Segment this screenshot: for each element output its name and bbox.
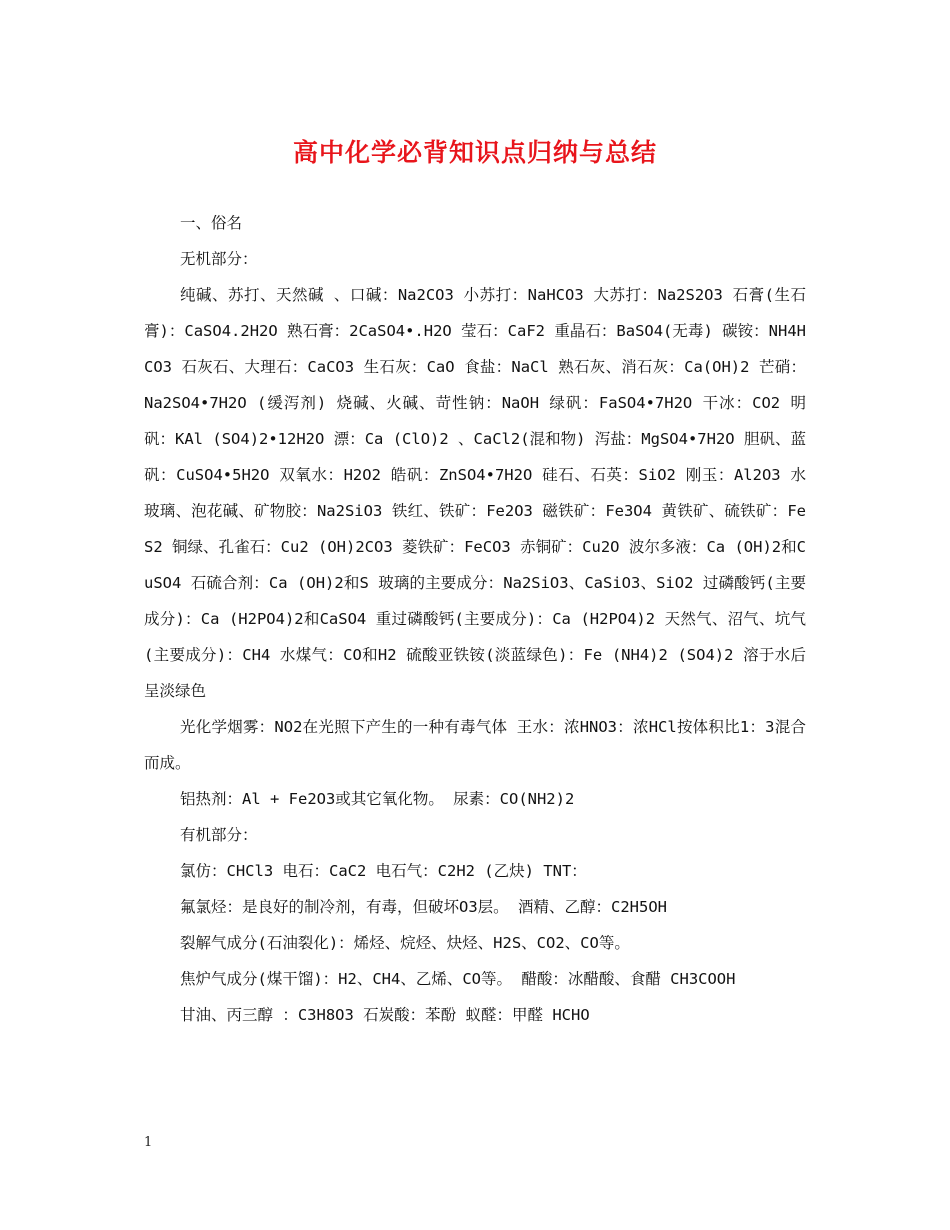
document-body (144, 205, 806, 1033)
page-number: 1 (144, 1135, 153, 1150)
paragraph-chloroform: 氯仿：CHCl3 电石：CaC2 电石气：C2H2 (乙炔) TNT： (180, 862, 587, 880)
paragraph-coke-oven-gas: 焦炉气成分(煤干馏)：H2、CH4、乙烯、CO等。 醋酸：冰醋酸、食醋 CH3COOH (180, 970, 736, 988)
section-heading-common-names: 一、俗名 (180, 214, 243, 232)
paragraph-thermite: 铝热剂：Al + Fe2O3或其它氧化物。 尿素：CO(NH2)2 (180, 790, 575, 808)
paragraph-photochemical-smog: 光化学烟雾：NO2在光照下产生的一种有毒气体 王水：浓HNO3：浓HCl按体积比1：3混合而成。 (144, 718, 806, 772)
paragraph-freon: 氟氯烃：是良好的制冷剂，有毒，但破坏O3层。 酒精、乙醇：C2H5OH (180, 898, 667, 916)
paragraph-glycerol: 甘油、丙三醇 ：C3H8O3 石炭酸：苯酚 蚁醛：甲醛 HCHO (180, 1006, 590, 1024)
subsection-inorganic: 无机部分： (180, 250, 258, 268)
document-title: 高中化学必背知识点归纳与总结 (292, 138, 657, 167)
paragraph-inorganic-names: 纯碱、苏打、天然碱 、口碱：Na2CO3 小苏打：NaHCO3 大苏打：Na2S2O3 石膏(生石膏)：CaSO4.2H2O 熟石膏：2CaSO4•.H2O 莹石：CaF2 重晶石：BaSO4(无毒) 碳铵：NH4HCO3 石灰石、大理石：CaCO3 生石灰：CaO 食盐：NaCl 熟石灰、消石灰：Ca(OH)2 芒硝：Na2SO4•7H2O (缓泻剂) 烧碱、火碱、苛性钠：NaOH 绿矾：FaSO4•7H2O 干冰：CO2 明矾：KAl (SO4)2•12H2O 漂：Ca (ClO)2 、CaCl2(混和物) 泻盐：MgSO4•7H2O 胆矾、蓝矾：CuSO4•5H2O 双氧水：H2O2 皓矾：ZnSO4•7H2O 硅石、石英：SiO2 刚玉：Al2O3 水玻璃、泡花碱、矿物胶：Na2SiO3 铁红、铁矿：Fe2O3 磁铁矿：Fe3O4 黄铁矿、硫铁矿：FeS2 铜绿、孔雀石：Cu2 (OH)2CO3 菱铁矿：FeCO3 赤铜矿：Cu2O 波尔多液：Ca (OH)2和CuSO4 石硫合剂：Ca (OH)2和S 玻璃的主要成分：Na2SiO3、CaSiO3、SiO2 过磷酸钙(主要成分)：Ca (H2PO4)2和CaSO4 重过磷酸钙(主要成分)：Ca (H2PO4)2 天然气、沼气、坑气(主要成分)：CH4 水煤气：CO和H2 硫酸亚铁铵(淡蓝绿色)：Fe (NH4)2 (SO4)2 溶于水后呈淡绿色 (144, 286, 806, 700)
paragraph-cracking-gas: 裂解气成分(石油裂化)：烯烃、烷烃、炔烃、H2S、CO2、CO等。 (180, 934, 630, 952)
subsection-organic: 有机部分： (180, 826, 258, 844)
